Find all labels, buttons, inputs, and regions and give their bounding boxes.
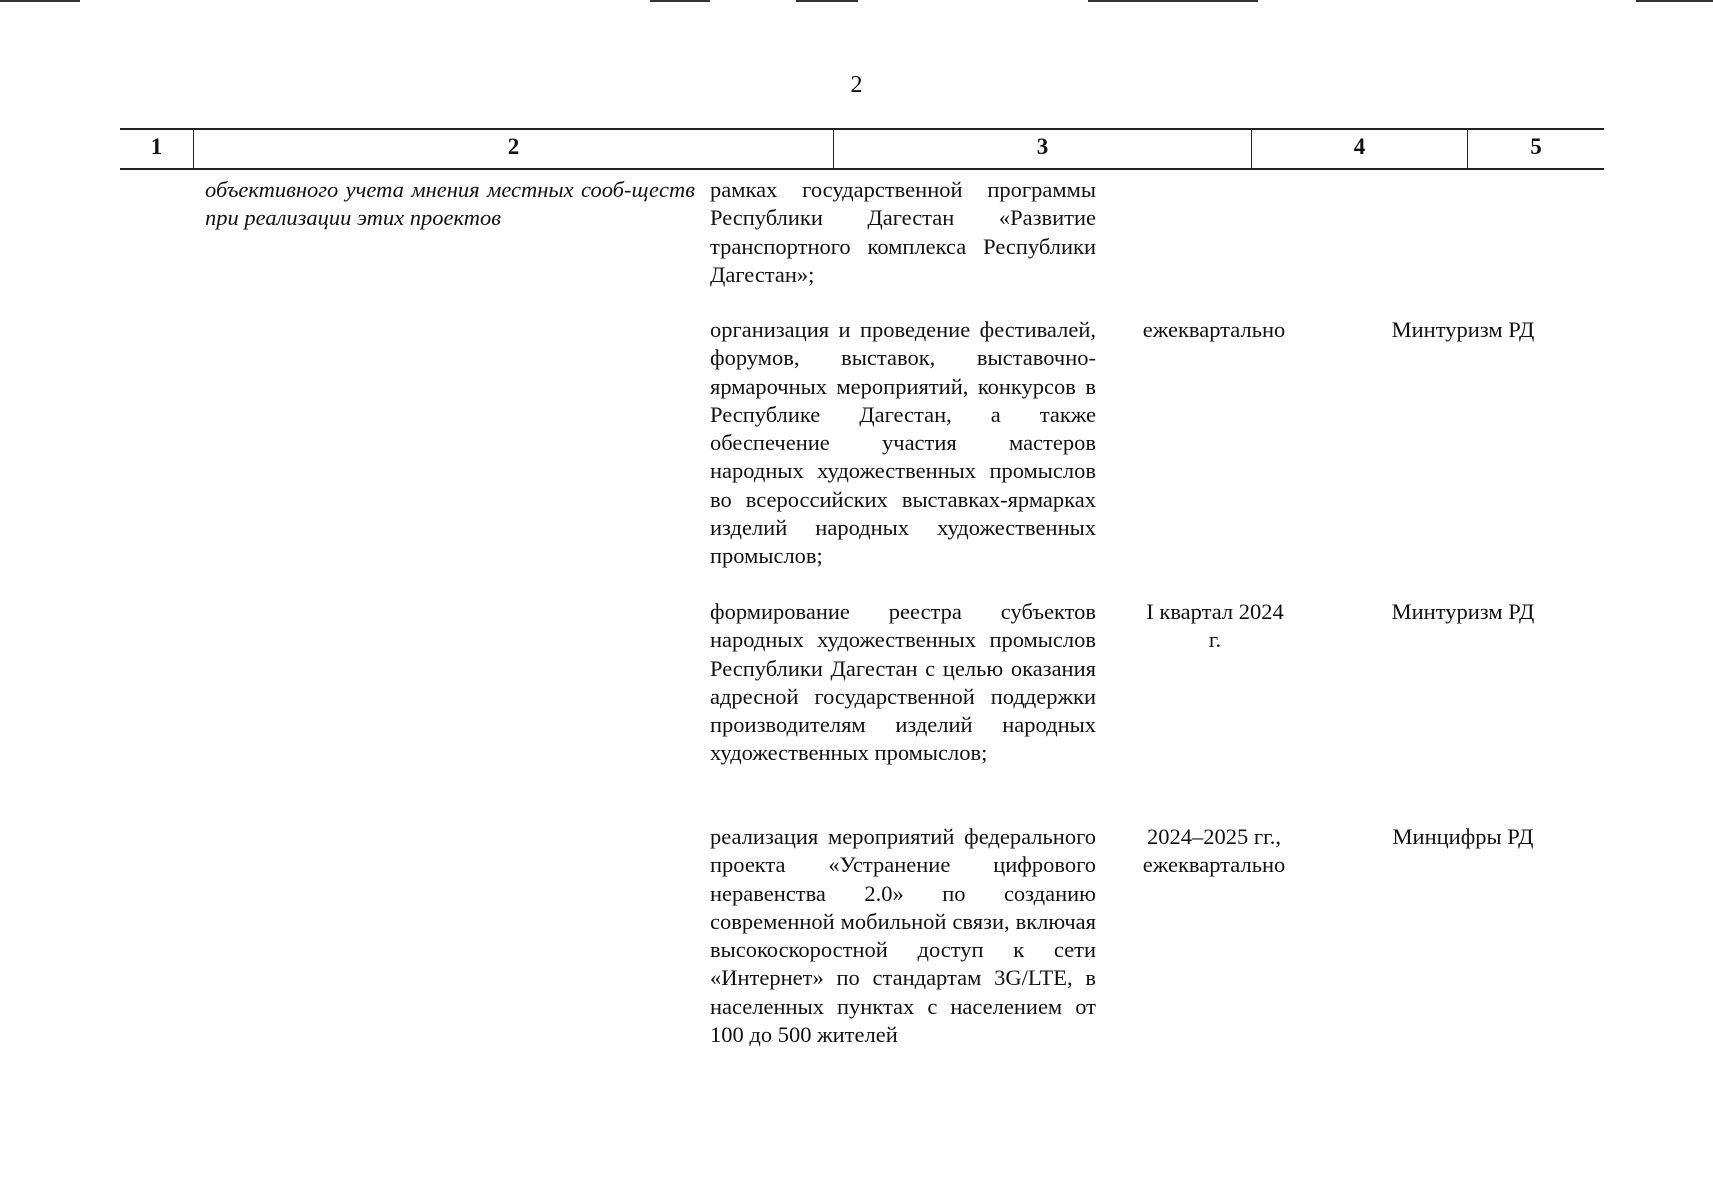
responsible-cell-3: Минтуризм РД — [1391, 599, 1535, 624]
header-col-4: 4 — [1252, 130, 1468, 168]
measure-cell-3: формирование реестра субъектов народных художественных промыслов Республики Дагестан с целью оказания адресной государственной поддержки производителям изделий народных художественных промыслов; — [710, 599, 1096, 766]
term-cell-4: 2024–2025 гг., ежеквартально — [1142, 824, 1286, 877]
page-number: 2 — [850, 72, 863, 98]
measure-cell-1: рамках государственной программы Республики Дагестан «Развитие транспортного комплекса Республики Дагестан»; — [710, 177, 1096, 287]
measure-cell-2: организация и проведение фестивалей, форумов, выставок, выставочно-ярмарочных мероприятий, конкурсов в Республике Дагестан, а также обеспечение участия мастеров народных художественных промыслов во всероссийских выставках-ярмарках изделий народных художественных промыслов; — [710, 317, 1096, 569]
responsible-cell-2: Минтуризм РД — [1391, 317, 1535, 342]
responsible-cell-4: Минцифры РД — [1392, 824, 1534, 849]
term-cell-3: I квартал 2024 г. — [1146, 599, 1284, 652]
table-header-row — [120, 128, 1604, 170]
header-col-1: 1 — [120, 130, 194, 168]
goal-cell: объективного учета мнения местных сооб-щеcтв при реализации этих проектов — [205, 177, 695, 230]
header-col-2: 2 — [194, 130, 834, 168]
header-col-3: 3 — [834, 130, 1252, 168]
measure-cell-4: реализация мероприятий федерального проекта «Устранение цифрового неравенства 2.0» по созданию современной мобильной связи, включая высокоскоростной доступ к сети «Интернет» по стандартам 3G/LTE, в населенных пунктах с населением от 100 до 500 жителей — [710, 824, 1096, 1048]
term-cell-2: ежеквартально — [1142, 317, 1286, 342]
header-col-5: 5 — [1530, 134, 1542, 159]
